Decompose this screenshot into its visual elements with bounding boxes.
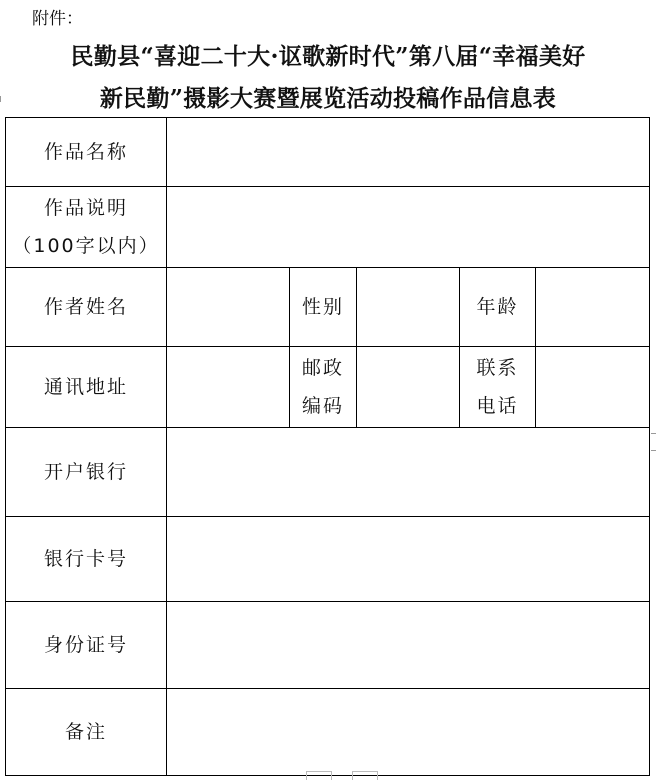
table-row	[6, 118, 650, 187]
card-number-field[interactable]	[167, 517, 650, 602]
address-label: 通讯地址	[6, 347, 167, 428]
page-edge-mark	[0, 96, 4, 102]
contact-phone-label	[460, 347, 536, 428]
address-field[interactable]	[167, 347, 290, 428]
table-row	[6, 517, 650, 602]
age-field[interactable]	[536, 268, 650, 347]
bank-label: 开户银行	[6, 428, 167, 517]
work-name-label: 作品名称	[6, 118, 167, 187]
gender-label: 性别	[290, 268, 357, 347]
card-number-label: 银行卡号	[6, 517, 167, 602]
page-edge-mark	[651, 433, 656, 451]
work-description-label-line-1: 作品说明	[43, 197, 128, 219]
id-number-label: 身份证号	[6, 602, 167, 689]
table-row	[6, 187, 650, 268]
postal-code-label-line-2: 编码	[301, 395, 344, 417]
author-name-field[interactable]	[167, 268, 290, 347]
attachment-label: 附件：	[32, 9, 83, 29]
contact-phone-field[interactable]	[536, 347, 650, 428]
postal-code-label-line-1: 邮政	[301, 357, 344, 379]
postal-code-field[interactable]	[357, 347, 460, 428]
bank-field[interactable]	[167, 428, 650, 517]
form-title-line-2: 新民勤”摄影大赛暨展览活动投稿作品信息表	[99, 85, 557, 112]
form-title-line-1: 民勤县“喜迎二十大·讴歌新时代”第八届“幸福美好	[70, 43, 586, 70]
id-number-field[interactable]	[167, 602, 650, 689]
work-description-label-line-2: （100字以内）	[12, 235, 160, 257]
submission-info-table	[5, 117, 650, 776]
table-row	[6, 347, 650, 428]
contact-phone-label-line-1: 联系	[476, 357, 519, 379]
postal-code-label	[290, 347, 357, 428]
work-name-field[interactable]	[167, 118, 650, 187]
gender-field[interactable]	[357, 268, 460, 347]
work-description-label	[6, 187, 167, 268]
table-row	[6, 268, 650, 347]
table-row	[6, 689, 650, 776]
age-label: 年龄	[460, 268, 536, 347]
contact-phone-label-line-2: 电话	[476, 395, 519, 417]
author-name-label: 作者姓名	[6, 268, 167, 347]
remarks-label: 备注	[6, 689, 167, 776]
remarks-field[interactable]	[167, 689, 650, 776]
table-row	[6, 602, 650, 689]
table-row	[6, 428, 650, 517]
work-description-field[interactable]	[167, 187, 650, 268]
